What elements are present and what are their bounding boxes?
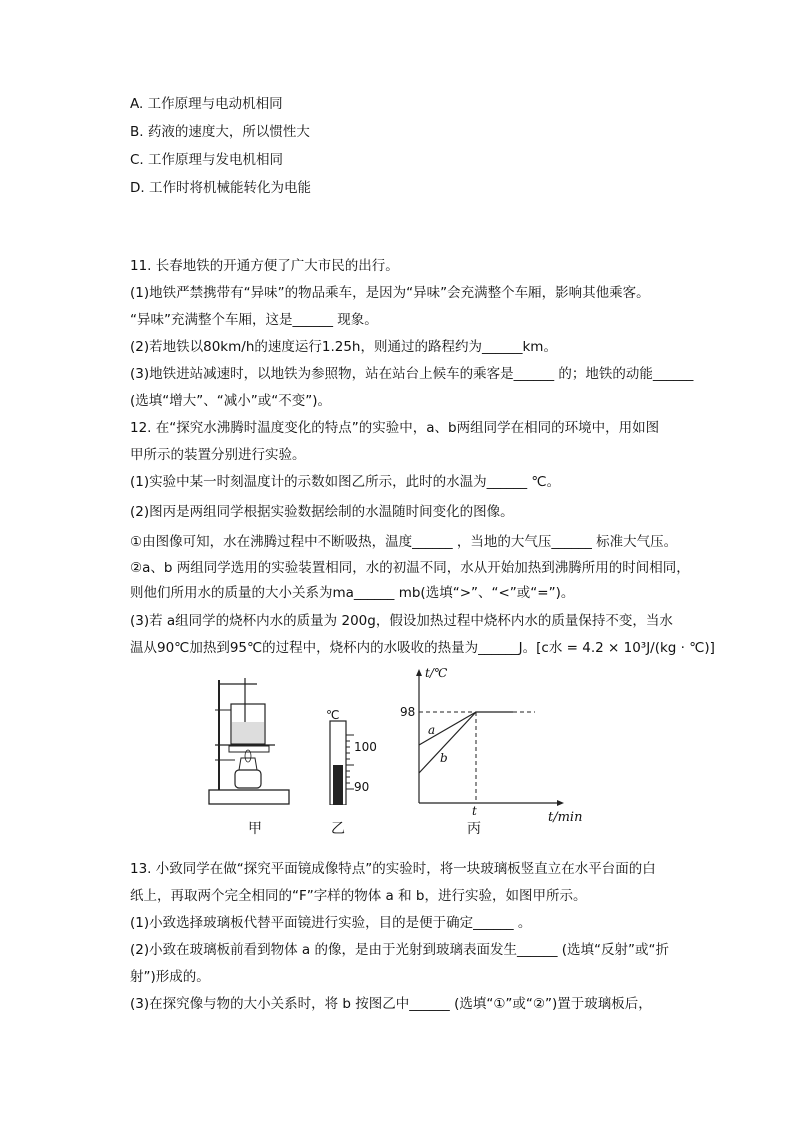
series-a-label: a bbox=[428, 723, 436, 737]
thermo-unit: ℃ bbox=[326, 708, 340, 722]
thermo-tick-100: 100 bbox=[354, 740, 377, 754]
graph-xlabel: t/min bbox=[548, 810, 583, 825]
q12-stem2: 甲所示的装置分别进行实验。 bbox=[130, 447, 306, 463]
graph-ylabel: t/℃ bbox=[425, 666, 448, 680]
q11-part1a: (1)地铁严禁携带有“异味”的物品乘车，是因为“异味”会充满整个车厢，影响其他乘客。 bbox=[130, 285, 650, 301]
q11-part1b: “异味”充满整个车厢，这是______ 现象。 bbox=[130, 312, 378, 328]
graph-tick-t: t bbox=[472, 804, 477, 818]
q11-part3a: (3)地铁进站减速时，以地铁为参照物，站在站台上候车的乘客是______ 的；地铁的动能______ bbox=[130, 366, 694, 382]
figure-bing-label: 丙 bbox=[467, 821, 481, 837]
apparatus-figure bbox=[205, 670, 300, 810]
q13-part2b: 射”)形成的。 bbox=[130, 969, 210, 985]
option-d: D. 工作时将机械能转化为电能 bbox=[130, 180, 311, 196]
q12-part3b: 温从90℃加热到95℃的过程中，烧杯内的水吸收的热量为______J。[c水 = 4.2 × 10³J/(kg · ℃)] bbox=[130, 640, 715, 656]
q13-stem1: 13. 小致同学在做“探究平面镜成像特点”的实验时，将一块玻璃板竖直立在水平台面的白 bbox=[130, 861, 656, 877]
series-b-label: b bbox=[440, 751, 448, 765]
q13-part1: (1)小致选择玻璃板代替平面镜进行实验，目的是便于确定______ 。 bbox=[130, 915, 532, 931]
q12-part2: (2)图丙是两组同学根据实验数据绘制的水温随时间变化的图像。 bbox=[130, 504, 514, 520]
q11-stem: 11. 长春地铁的开通方便了广大市民的出行。 bbox=[130, 258, 399, 274]
q11-part2: (2)若地铁以80km/h的速度运行1.25h，则通过的路程约为______km。 bbox=[130, 339, 557, 355]
q12-part2b2: 则他们所用水的质量的大小关系为ma______ mb(选填“>”、“<”或“=”)。 bbox=[130, 585, 575, 601]
q12-stem1: 12. 在“探究水沸腾时温度变化的特点”的实验中，a、b两组同学在相同的环境中，用如图 bbox=[130, 420, 660, 436]
q12-part1: (1)实验中某一时刻温度计的示数如图乙所示，此时的水温为______ ℃。 bbox=[130, 474, 561, 490]
q13-part3: (3)在探究像与物的大小关系时，将 b 按图乙中______ (选填“①”或“②”)置于玻璃板后， bbox=[130, 996, 652, 1012]
thermo-tick-90: 90 bbox=[354, 780, 370, 794]
q12-part2a: ①由图像可知，水在沸腾过程中不断吸热，温度______ ，当地的大气压______ 标准大气压。 bbox=[130, 534, 678, 550]
graph-tick-98: 98 bbox=[400, 705, 416, 719]
q12-part2b1: ②a、b 两组同学选用的实验装置相同，水的初温不同，水从开始加热到沸腾所用的时间相同， bbox=[130, 560, 690, 576]
q12-part3a: (3)若 a组同学的烧杯内水的质量为 200g，假设加热过程中烧杯内水的质量保持不变，当水 bbox=[130, 613, 673, 629]
graph-figure bbox=[395, 665, 570, 810]
figure-jia-label: 甲 bbox=[248, 821, 262, 837]
q11-part3b: (选填“增大”、“减小”或“不变”)。 bbox=[130, 393, 331, 409]
option-a: A. 工作原理与电动机相同 bbox=[130, 96, 283, 112]
q13-stem2: 纸上，再取两个完全相同的“F”字样的物体 a 和 b，进行实验，如图甲所示。 bbox=[130, 888, 587, 904]
option-b: B. 药液的速度大，所以惯性大 bbox=[130, 124, 310, 140]
q13-part2a: (2)小致在玻璃板前看到物体 a 的像，是由于光射到玻璃表面发生______ (选填“反射”或“折 bbox=[130, 942, 670, 958]
figure-yi-label: 乙 bbox=[331, 821, 345, 837]
option-c: C. 工作原理与发电机相同 bbox=[130, 152, 284, 168]
